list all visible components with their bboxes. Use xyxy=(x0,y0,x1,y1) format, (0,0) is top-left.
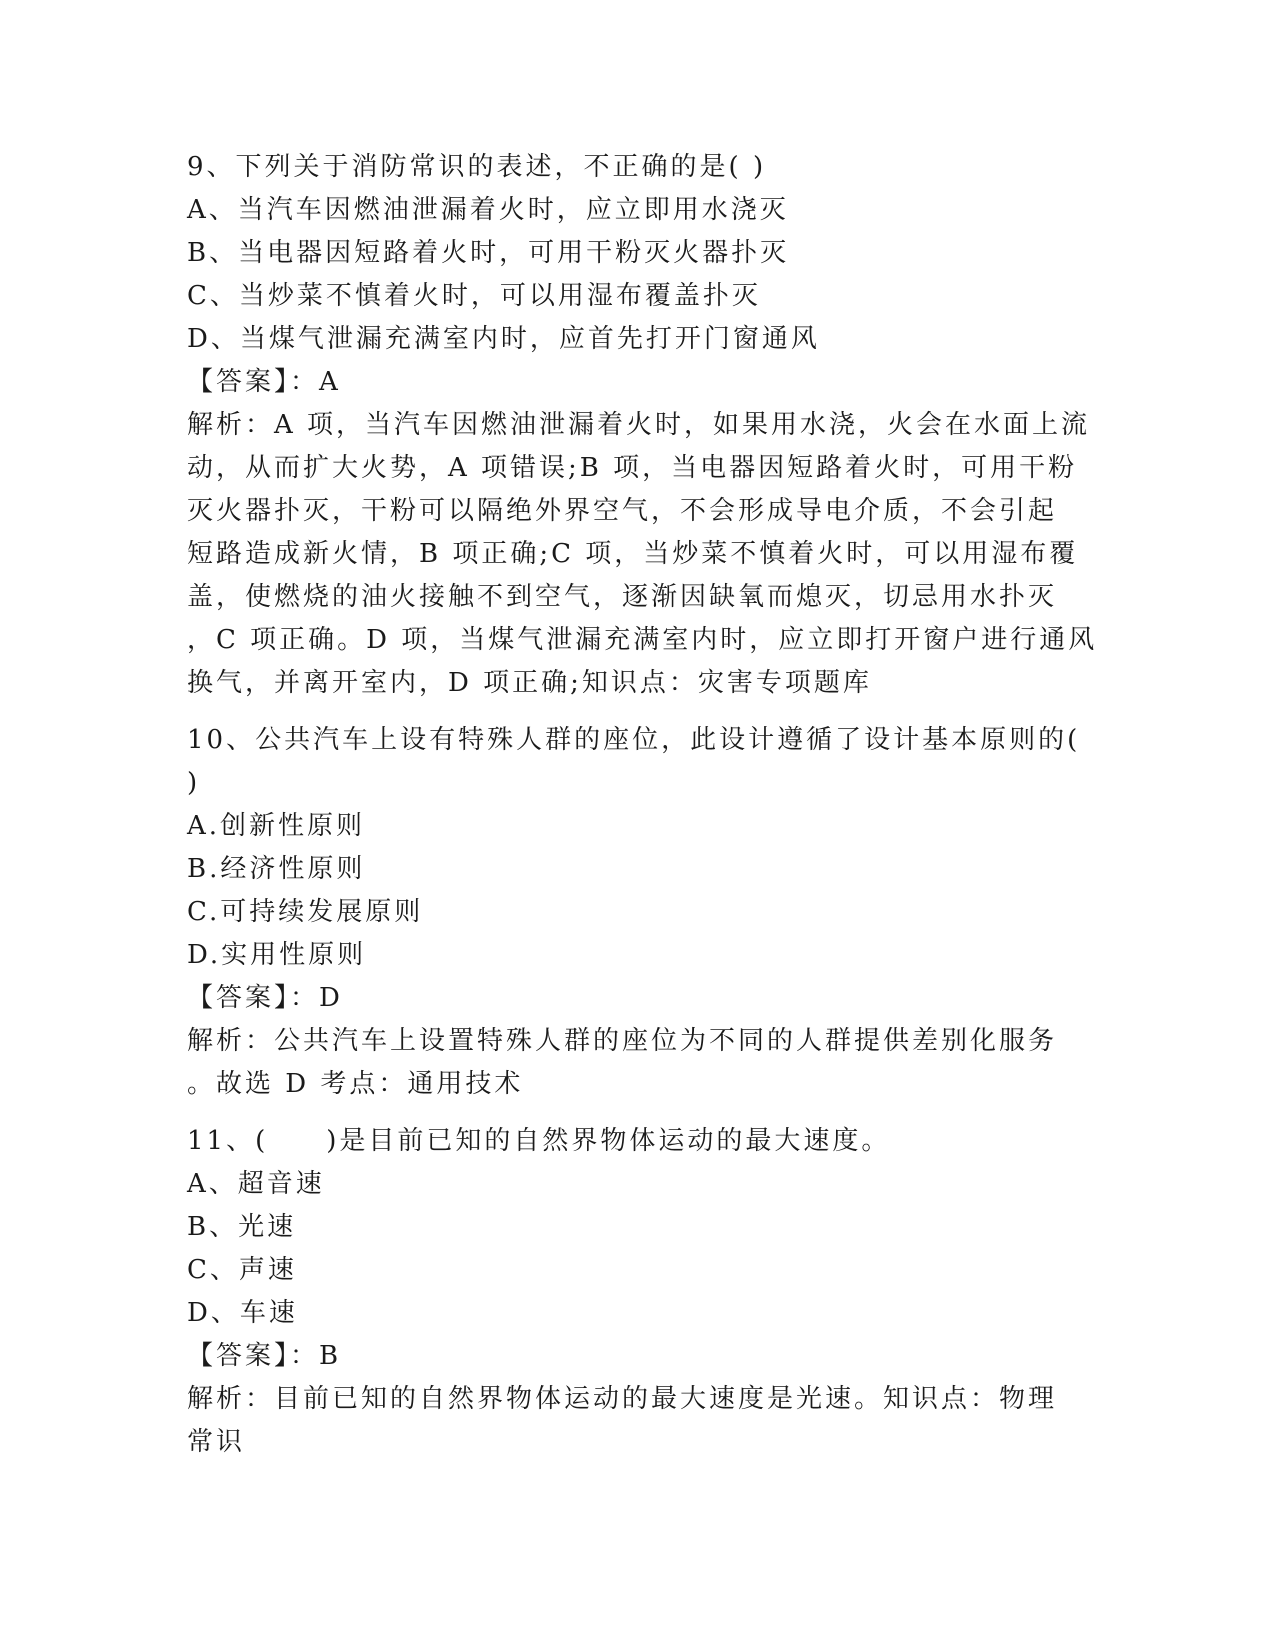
document-page xyxy=(187,146,1098,1464)
option-c: C、声速 xyxy=(187,1255,297,1285)
question-11 xyxy=(187,1120,1087,1464)
option-c: C、当炒菜不慎着火时，可以用湿布覆盖扑灭 xyxy=(187,281,761,311)
option-d: D.实用性原则 xyxy=(187,940,367,970)
answer: 【答案】：B xyxy=(187,1341,342,1371)
analysis-line: 常识 xyxy=(187,1427,246,1457)
analysis-line: 盖，使燃烧的油火接触不到空气，逐渐因缺氧而熄灭，切忌用水扑灭 xyxy=(187,582,1058,612)
option-c: C.可持续发展原则 xyxy=(187,897,424,927)
analysis-line: 解析：公共汽车上设置特殊人群的座位为不同的人群提供差别化服务 xyxy=(187,1026,1058,1056)
question-9 xyxy=(187,146,1098,705)
analysis-line: ，C 项正确。D 项，当煤气泄漏充满室内时，应立即打开窗户进行通风 xyxy=(187,625,1098,655)
answer: 【答案】：D xyxy=(187,983,343,1013)
answer: 【答案】：A xyxy=(187,367,341,397)
question-10 xyxy=(187,719,1087,1106)
analysis-line: 换气，并离开室内，D 项正确;知识点：灾害专项题库 xyxy=(187,668,872,698)
analysis xyxy=(187,1378,1087,1464)
option-a: A、当汽车因燃油泄漏着火时，应立即用水浇灭 xyxy=(187,195,789,225)
analysis-line: 解析：A 项，当汽车因燃油泄漏着火时，如果用水浇，火会在水面上流 xyxy=(187,410,1091,440)
option-a: A、超音速 xyxy=(187,1169,325,1199)
option-b: B、光速 xyxy=(187,1212,297,1242)
analysis-line: 动，从而扩大火势，A 项错误;B 项，当电器因短路着火时，可用干粉 xyxy=(187,453,1078,483)
analysis xyxy=(187,404,1098,705)
question-stem: 9、下列关于消防常识的表述，不正确的是( ) xyxy=(187,152,767,182)
analysis-line: 。故选 D 考点：通用技术 xyxy=(187,1069,524,1099)
analysis xyxy=(187,1020,1087,1106)
analysis-line: 解析：目前已知的自然界物体运动的最大速度是光速。知识点：物理 xyxy=(187,1384,1058,1414)
option-b: B、当电器因短路着火时，可用干粉灭火器扑灭 xyxy=(187,238,790,268)
option-a: A.创新性原则 xyxy=(187,811,366,841)
option-b: B.经济性原则 xyxy=(187,854,366,884)
option-d: D、当煤气泄漏充满室内时，应首先打开门窗通风 xyxy=(187,324,820,354)
question-stem-continued: ) xyxy=(187,768,201,798)
analysis-line: 灭火器扑灭，干粉可以隔绝外界空气，不会形成导电介质，不会引起 xyxy=(187,496,1058,526)
question-stem: 10、公共汽车上设有特殊人群的座位，此设计遵循了设计基本原则的( xyxy=(187,725,1081,755)
question-stem: 11、( )是目前已知的自然界物体运动的最大速度。 xyxy=(187,1126,891,1156)
analysis-line: 短路造成新火情，B 项正确;C 项，当炒菜不慎着火时，可以用湿布覆 xyxy=(187,539,1079,569)
option-d: D、车速 xyxy=(187,1298,298,1328)
